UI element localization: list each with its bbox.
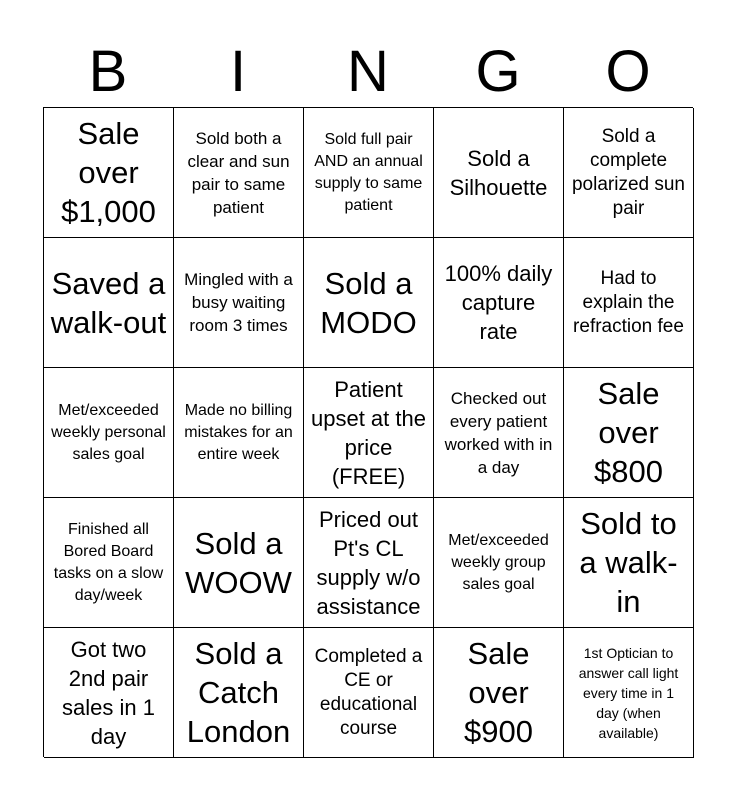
cell-text: Got two 2nd pair sales in 1 day	[62, 636, 155, 749]
header-letter-o: O	[605, 39, 651, 104]
cell-text: Sold to a walk-in	[579, 506, 678, 619]
bingo-cell[interactable]	[174, 628, 304, 758]
cell-text: Sale over $900	[464, 636, 533, 749]
cell-text: Sold a MODO	[320, 265, 417, 340]
cell-text: Sold full pair AND an annual supply to same patient	[314, 130, 423, 214]
bingo-cell[interactable]	[44, 498, 174, 628]
cell-text: Met/exceeded weekly group sales goal	[448, 531, 549, 593]
bingo-cell[interactable]	[174, 238, 304, 368]
bingo-cell[interactable]	[304, 238, 434, 368]
bingo-cell[interactable]	[304, 368, 434, 498]
bingo-cell[interactable]	[304, 628, 434, 758]
bingo-cell[interactable]	[174, 108, 304, 238]
bingo-cell[interactable]	[174, 368, 304, 498]
bingo-cell[interactable]	[44, 628, 174, 758]
cell-text: 1st Optician to answer call light every time in 1 day (when available)	[578, 644, 679, 741]
bingo-board	[43, 107, 693, 757]
cell-text: Checked out every patient worked with in a day	[444, 388, 553, 477]
cell-text: Patient upset at the price (FREE)	[311, 376, 426, 489]
bingo-cell[interactable]	[564, 108, 694, 238]
bingo-cell[interactable]	[434, 498, 564, 628]
cell-text: Finished all Bored Board tasks on a slow day/week	[53, 520, 164, 604]
bingo-cell[interactable]	[434, 238, 564, 368]
bingo-cell[interactable]	[44, 238, 174, 368]
bingo-header	[43, 36, 693, 108]
header-letter-i: I	[229, 39, 247, 104]
cell-text: Sold a Catch London	[186, 636, 291, 749]
bingo-cell[interactable]	[434, 368, 564, 498]
cell-text: Mingled with a busy waiting room 3 times	[184, 270, 293, 335]
header-letter-g: G	[475, 39, 521, 104]
cell-text: Sale over $800	[594, 376, 663, 489]
cell-text: 100% daily capture rate	[444, 261, 553, 344]
bingo-cell[interactable]	[304, 108, 434, 238]
cell-text: Had to explain the refraction fee	[573, 267, 684, 337]
cell-text: Sold a WOOW	[185, 525, 292, 600]
cell-text: Sold a Silhouette	[449, 145, 548, 200]
cell-text: Saved a walk-out	[50, 265, 167, 340]
header-letter-n: N	[347, 39, 389, 104]
bingo-cell[interactable]	[174, 498, 304, 628]
cell-text: Priced out Pt's CL supply w/o assistance	[316, 506, 421, 619]
bingo-cell[interactable]	[564, 368, 694, 498]
cell-text: Sold both a clear and sun pair to same patient	[187, 128, 290, 217]
cell-text: Sold a complete polarized sun pair	[571, 125, 686, 219]
bingo-cell[interactable]	[564, 238, 694, 368]
cell-text: Completed a CE or educational course	[314, 645, 423, 739]
bingo-cell[interactable]	[44, 368, 174, 498]
bingo-cell[interactable]	[434, 108, 564, 238]
cell-text: Made no billing mistakes for an entire week	[184, 401, 293, 463]
bingo-cell[interactable]	[304, 498, 434, 628]
bingo-cell[interactable]	[44, 108, 174, 238]
bingo-cell[interactable]	[564, 498, 694, 628]
bingo-cell[interactable]	[434, 628, 564, 758]
header-letter-b: B	[88, 39, 128, 104]
cell-text: Met/exceeded weekly personal sales goal	[51, 401, 166, 463]
cell-text: Sale over $1,000	[61, 116, 156, 229]
bingo-cell[interactable]	[564, 628, 694, 758]
